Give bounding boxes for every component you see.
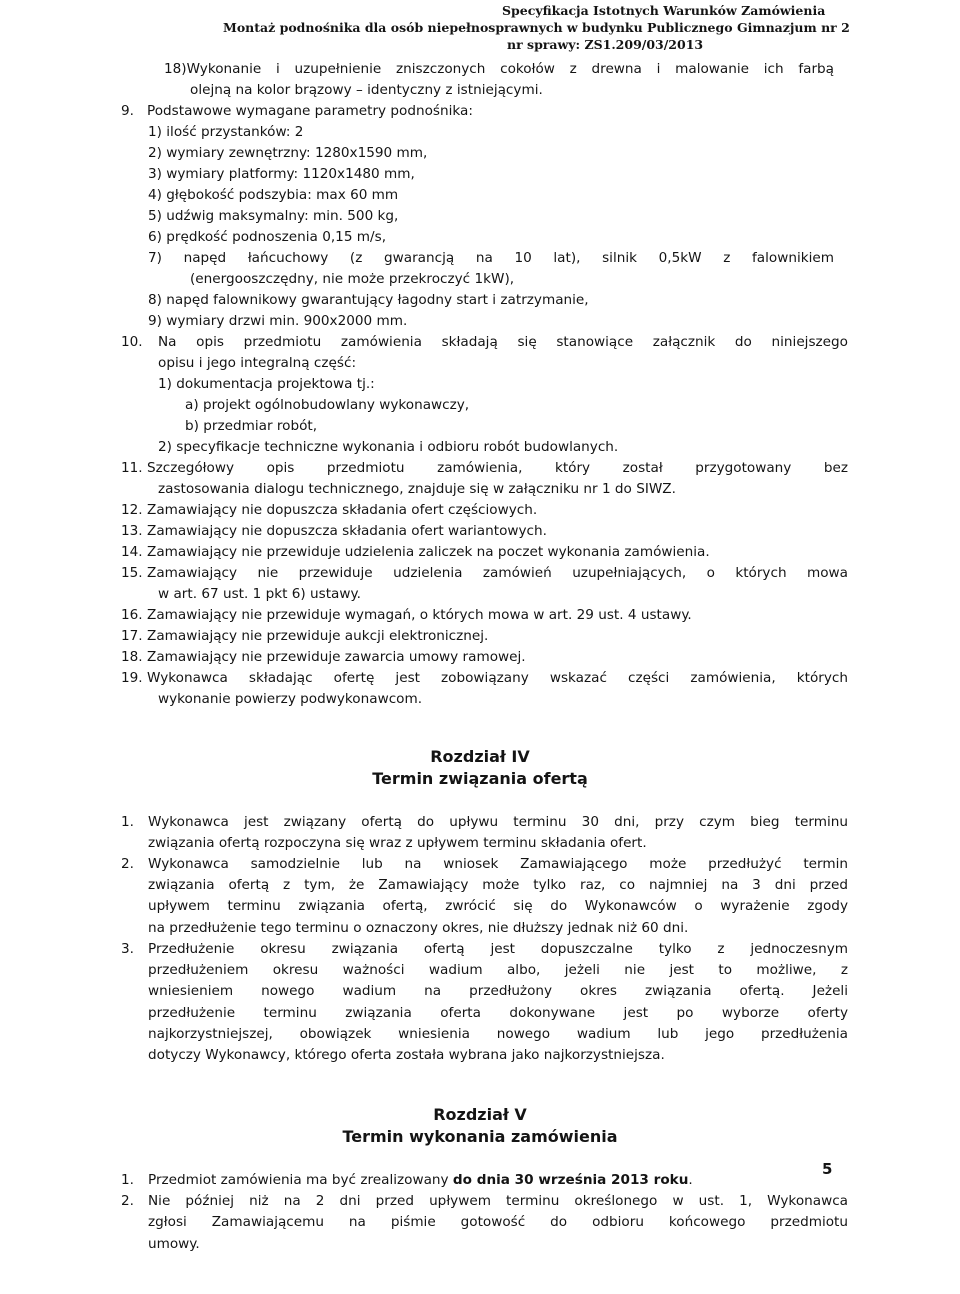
header-title: Specyfikacja Istotnych Warunków Zamówienia <box>502 3 826 18</box>
section-19-line2: wykonanie powierzy podwykonawcom. <box>158 691 423 707</box>
section-13-text: Zamawiający nie dopuszcza składania ofert wariantowych. <box>147 523 547 539</box>
section-number-19: 19. <box>121 670 143 686</box>
ch4-number-2: 2. <box>121 856 134 872</box>
chapter-5-title: Rozdział V <box>433 1105 527 1124</box>
section-11-text: Szczegółowy opis przedmiotu zamówienia, który został przygotowany bez <box>147 460 848 476</box>
section-9-heading: Podstawowe wymagane parametry podnośnika: <box>147 103 473 119</box>
list-item-18-line2: olejną na kolor brązowy – identyczny z istniejącymi. <box>190 82 543 98</box>
ch4-point-1: Wykonawca jest związany ofertą do upływu terminu 30 dni, przy czym bieg terminu <box>148 814 848 830</box>
section-number-11: 11. <box>121 460 143 476</box>
ch4-point-2: Wykonawca samodzielnie lub na wniosek Zamawiającego może przedłużyć termin związania ofertą z tym, że Zamawiający może tylko raz, co najmniej na 3 dni przed upływem terminu związania ofertą, zwrócić się do Wykonawców o wyrażenie zgody <box>148 856 848 915</box>
ch5-point-2: Nie później niż na 2 dni przed upływem terminu określonego w ust. 1, Wykonawca zgłosi Zamawiającemu na piśmie gotowość do odbioru końcowego przedmiotu <box>148 1193 848 1231</box>
ch5-point-2-line3: umowy. <box>148 1236 200 1252</box>
section-18-text: Zamawiający nie przewiduje zawarcia umowy ramowej. <box>147 649 526 665</box>
section-number-9: 9. <box>121 103 134 119</box>
param-6: 6) prędkość podnoszenia 0,15 m/s, <box>148 229 387 245</box>
section-number-10: 10. <box>121 334 143 350</box>
header-case-number: nr sprawy: ZS1.209/03/2013 <box>507 37 704 52</box>
header-subject: Montaż podnośnika dla osób niepełnosprawnych w budynku Publicznego Gimnazjum nr 2 <box>223 20 850 35</box>
section-number-13: 13. <box>121 523 143 539</box>
section-17-text: Zamawiający nie przewiduje aukcji elektronicznej. <box>147 628 489 644</box>
section-10-line2: opisu i jego integralną część: <box>158 355 357 371</box>
param-1: 1) ilość przystanków: 2 <box>148 124 304 140</box>
section-15-text: Zamawiający nie przewiduje udzielenia zamówień uzupełniających, o których mowa <box>147 565 848 581</box>
section-number-14: 14. <box>121 544 143 560</box>
section-14-text: Zamawiający nie przewiduje udzielenia zaliczek na poczet wykonania zamówienia. <box>147 544 710 560</box>
chapter-5-subtitle: Termin wykonania zamówienia <box>342 1127 618 1146</box>
chapter-4-subtitle: Termin związania ofertą <box>372 769 588 788</box>
list-item-18-continued: 18)Wykonanie i uzupełnienie zniszczonych cokołów z drewna i malowanie ich farbą <box>164 61 834 77</box>
ch4-point-3-line6: dotyczy Wykonawcy, którego oferta została wybrana jako najkorzystniejsza. <box>148 1047 665 1063</box>
param-9: 9) wymiary drzwi min. 900x2000 mm. <box>148 313 408 329</box>
param-5: 5) udźwig maksymalny: min. 500 kg, <box>148 208 399 224</box>
section-10-point-1b: b) przedmiar robót, <box>185 418 318 434</box>
section-number-12: 12. <box>121 502 143 518</box>
param-2: 2) wymiary zewnętrzny: 1280x1590 mm, <box>148 145 428 161</box>
param-7-line2: (energooszczędny, nie może przekroczyć 1kW), <box>190 271 515 287</box>
ch5-number-1: 1. <box>121 1172 134 1188</box>
section-10-point-1: 1) dokumentacja projektowa tj.: <box>158 376 375 392</box>
section-number-17: 17. <box>121 628 143 644</box>
param-3: 3) wymiary platformy: 1120x1480 mm, <box>148 166 415 182</box>
page-number: 5 <box>822 1160 833 1178</box>
section-11-line2: zastosowania dialogu technicznego, znajduje się w załączniku nr 1 do SIWZ. <box>158 481 676 497</box>
section-15-line2: w art. 67 ust. 1 pkt 6) ustawy. <box>158 586 361 602</box>
ch4-number-3: 3. <box>121 941 134 957</box>
ch5-point-1: Przedmiot zamówienia ma być zrealizowany do dnia 30 września 2013 roku. <box>148 1172 693 1188</box>
section-number-15: 15. <box>121 565 143 581</box>
ch4-point-3: Przedłużenie okresu związania ofertą jest dopuszczalne tylko z jednoczesnym przedłużeniem okresu ważności wadium albo, jeżeli nie jest to możliwe, z wniesieniem nowego wadium na przedłużony okres związania ofertą. Jeżeli przedłużenie terminu związania oferta dokonywane jest po wyborze oferty najkorzystniejszej, obowiązek wniesienia nowego wadium lub jego przedłużenia <box>148 941 848 1042</box>
ch4-number-1: 1. <box>121 814 134 830</box>
section-19-text: Wykonawca składając ofertę jest zobowiązany wskazać części zamówienia, których <box>147 670 848 686</box>
section-number-16: 16. <box>121 607 143 623</box>
section-12-text: Zamawiający nie dopuszcza składania ofert częściowych. <box>147 502 538 518</box>
ch5-number-2: 2. <box>121 1193 134 1209</box>
param-8: 8) napęd falownikowy gwarantujący łagodny start i zatrzymanie, <box>148 292 589 308</box>
param-7: 7) napęd łańcuchowy (z gwarancją na 10 lat), silnik 0,5kW z falownikiem <box>148 250 834 266</box>
section-16-text: Zamawiający nie przewiduje wymagań, o których mowa w art. 29 ust. 4 ustawy. <box>147 607 692 623</box>
ch4-point-2-line4: na przedłużenie tego terminu o oznaczony okres, nie dłuższy jednak niż 60 dni. <box>148 920 689 936</box>
param-4: 4) głębokość podszybia: max 60 mm <box>148 187 399 203</box>
section-10-point-2: 2) specyfikacje techniczne wykonania i odbioru robót budowlanych. <box>158 439 619 455</box>
ch4-point-1-line2: związania ofertą rozpoczyna się wraz z upływem terminu składania ofert. <box>148 835 647 851</box>
chapter-4-title: Rozdział IV <box>430 747 530 766</box>
section-number-18: 18. <box>121 649 143 665</box>
deadline-date: do dnia 30 września 2013 roku <box>452 1172 689 1188</box>
section-10-point-1a: a) projekt ogólnobudowlany wykonawczy, <box>185 397 470 413</box>
section-10-text: Na opis przedmiotu zamówienia składają się stanowiące załącznik do niniejszego <box>158 334 848 350</box>
